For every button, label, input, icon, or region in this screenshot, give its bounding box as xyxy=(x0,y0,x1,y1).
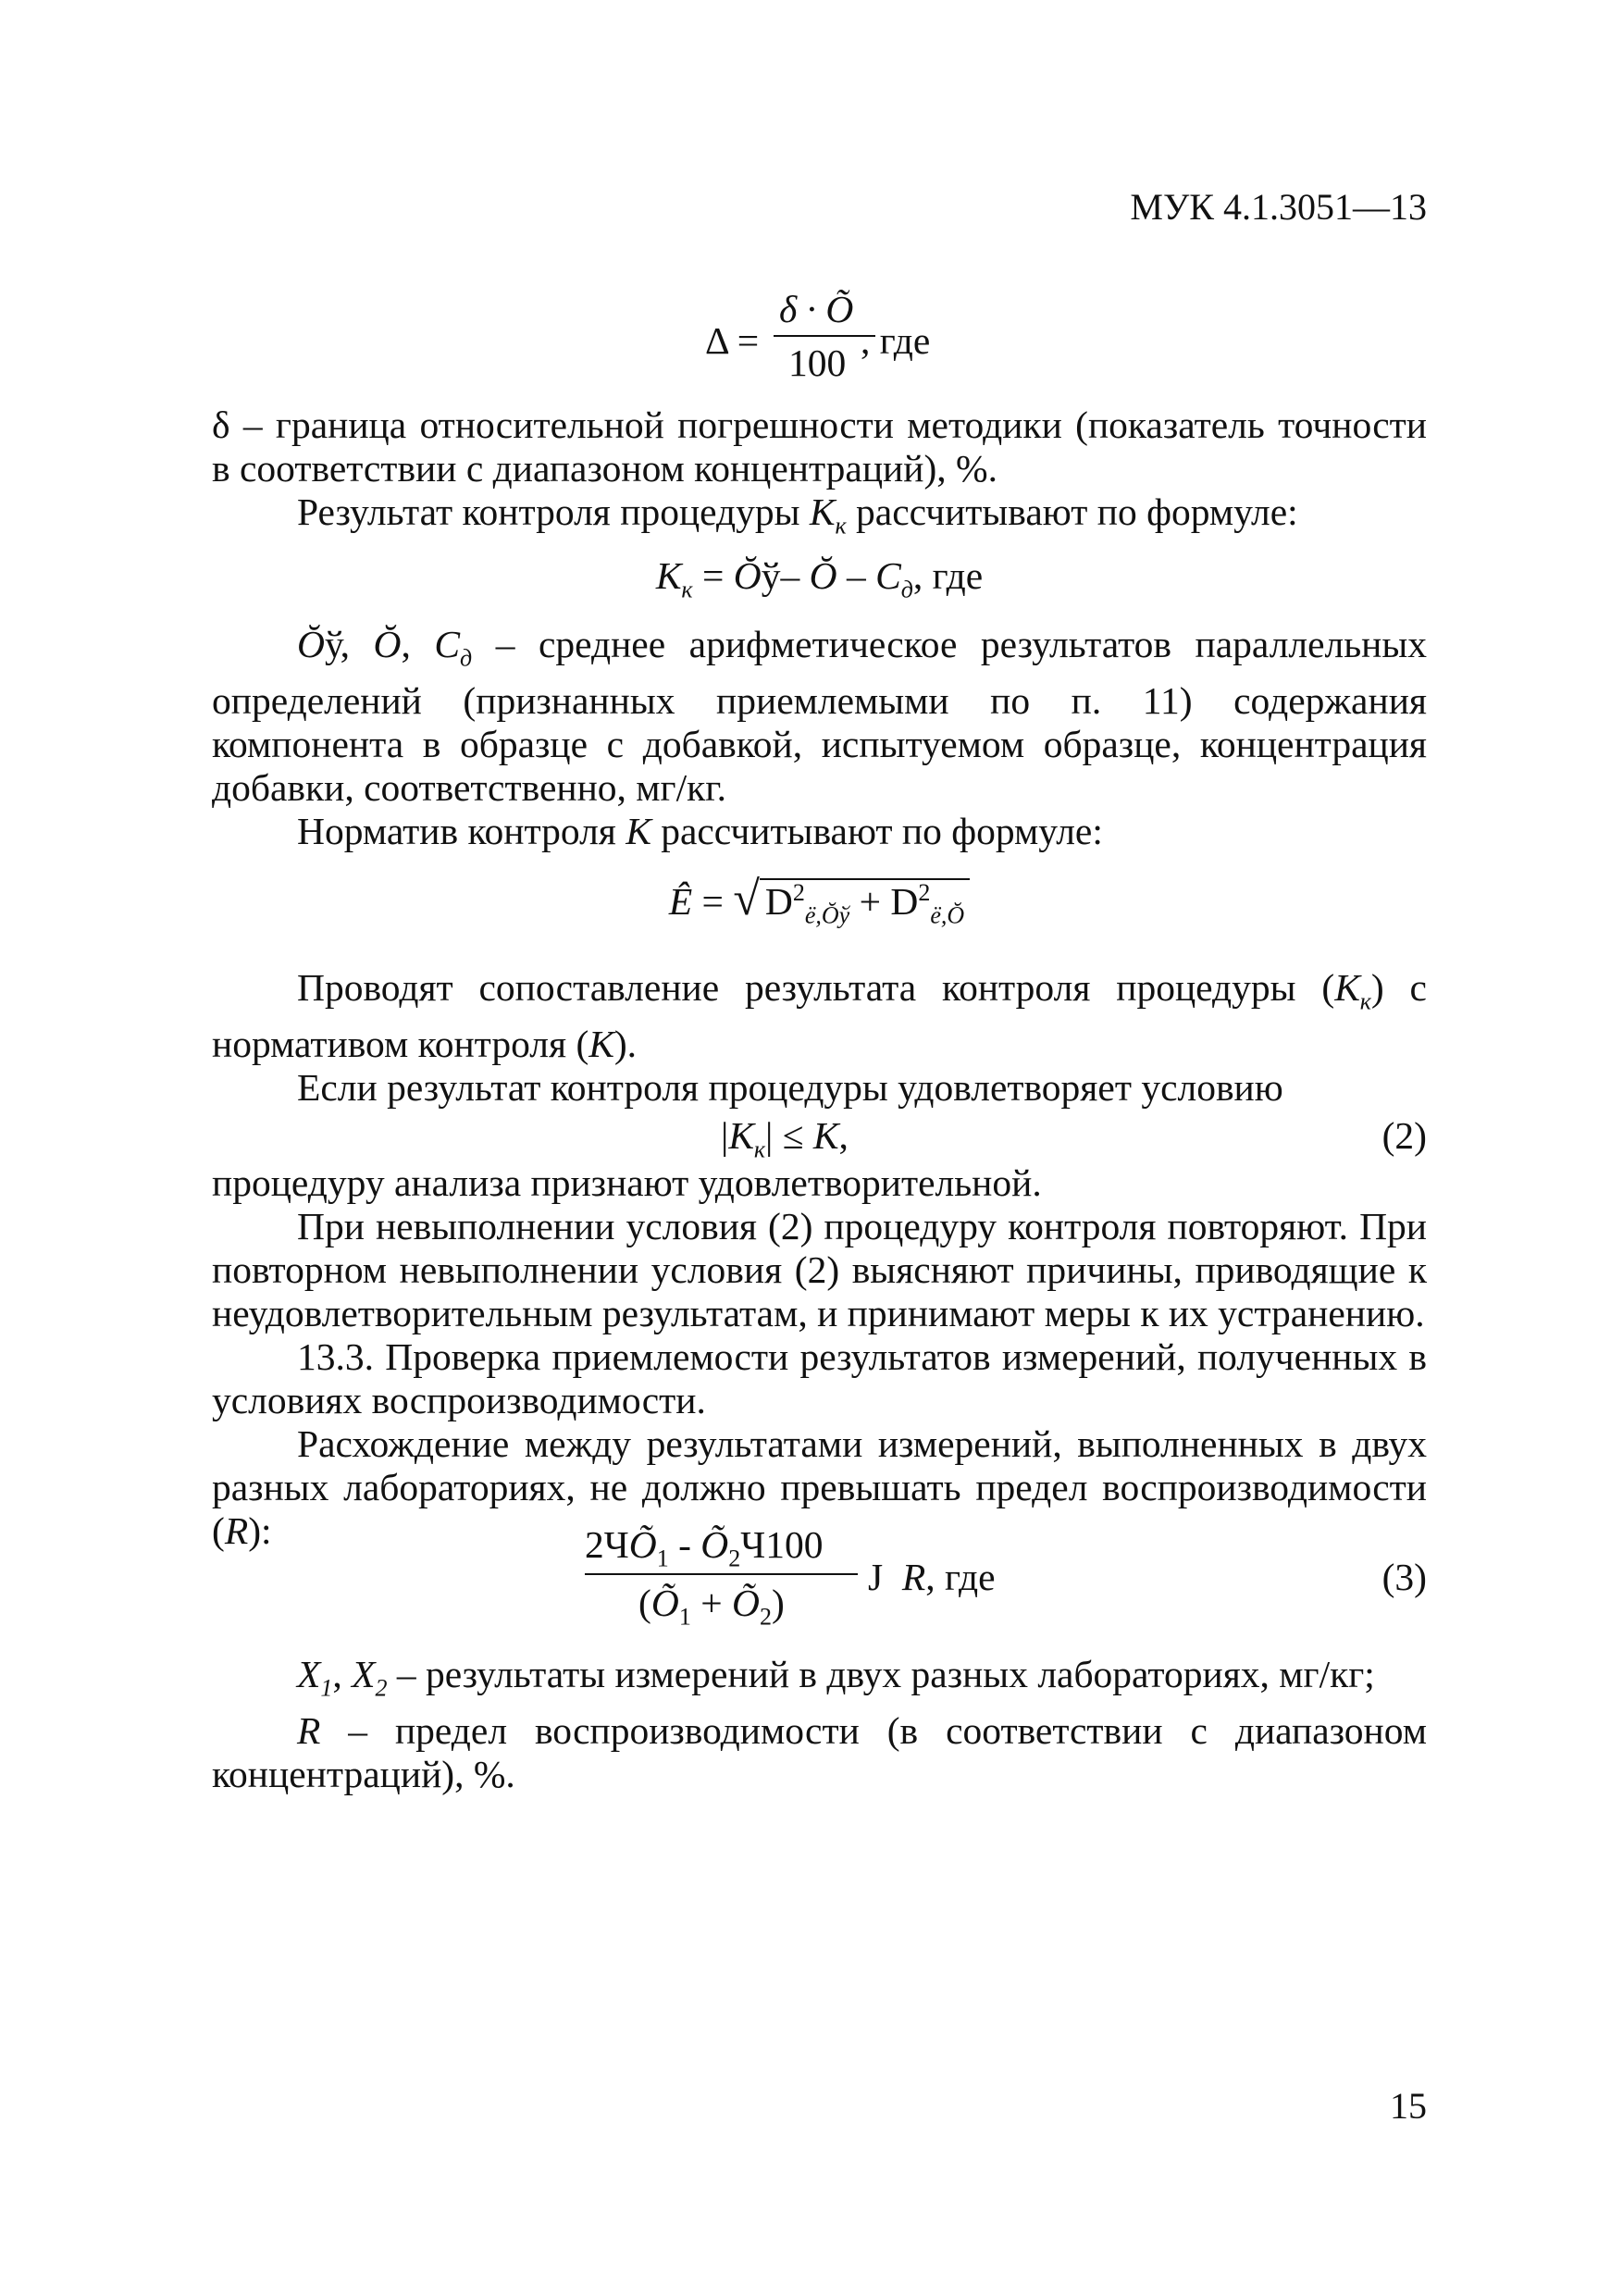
if-paragraph: Если результат контроля процедуры удовлетворяет условию xyxy=(297,1066,1283,1110)
formula-k-d1: D xyxy=(764,879,793,923)
sqrt-radicand xyxy=(760,878,970,929)
formula-kk-x1: Ŏ xyxy=(733,554,762,598)
compare-paragraph xyxy=(212,966,1427,1066)
formula-kk-x2: Ŏ xyxy=(809,554,837,598)
f3-num-d-sub: 2 xyxy=(728,1545,741,1572)
doc-code-header: МУК 4.1.3051—13 xyxy=(1130,186,1427,228)
compare-p2: ) с нормативом контроля ( xyxy=(212,966,1427,1066)
condition-2-k-sub: к xyxy=(753,1136,766,1163)
f3-tail: , где xyxy=(925,1556,996,1598)
formula-kk-c-sub: д xyxy=(900,576,913,603)
f3-r: R xyxy=(901,1556,926,1598)
formula-kk-x1-suffix: ў xyxy=(761,554,781,598)
condition-2-le: ≤ xyxy=(773,1114,813,1158)
formula-kk-tail: , где xyxy=(912,554,984,598)
equation-number-3: (3) xyxy=(1381,1556,1427,1598)
f3-den-x1-sub: 1 xyxy=(678,1603,691,1631)
kk-intro-before: Результат контроля процедуры xyxy=(297,490,810,533)
formula-kk-minus1: – xyxy=(780,554,810,598)
r-definition xyxy=(212,1709,1427,1796)
f3-den-open: ( xyxy=(638,1582,651,1624)
formula-delta-lhs: Δ = xyxy=(705,319,760,362)
kk-def-s1: Ŏ xyxy=(297,622,325,665)
condition-2-bar1: | xyxy=(721,1114,729,1158)
f3-num-d: Õ xyxy=(700,1523,729,1566)
condition-2-k: К xyxy=(728,1114,754,1158)
formula-k-d2-sup: 2 xyxy=(918,878,931,906)
k-intro-before: Норматив контроля xyxy=(297,809,626,852)
def-x1-sub: 1 xyxy=(320,1674,333,1702)
formula-delta-numerator: δ · Õ xyxy=(779,288,854,330)
kk-def-text: – среднее арифметическое результатов параллельных определений (признанных приемлемыми по п. 11) содержания компонента в образце с добавкой, испытуемом образце, концентрация добавки, соответственно, мг/кг. xyxy=(212,622,1428,809)
condition-2-bar2: | xyxy=(765,1114,774,1158)
kk-definition xyxy=(212,623,1427,810)
discrepancy-after: ): xyxy=(248,1509,272,1553)
kk-symbol-sub: к xyxy=(835,512,847,540)
definitions-column xyxy=(212,1653,1427,1796)
compare-p3: ). xyxy=(613,1023,638,1066)
formula-k xyxy=(212,866,1427,942)
formula-kk-minus2: – xyxy=(836,554,876,598)
x-definition xyxy=(212,1653,1427,1709)
discrepancy-symbol: R xyxy=(224,1509,249,1553)
compare-k1-sub: к xyxy=(1359,987,1371,1015)
condition-2 xyxy=(721,1113,849,1163)
kk-intro-after: рассчитывают по формуле: xyxy=(846,490,1298,533)
formula-kk-k: К xyxy=(655,554,682,598)
f3-den-plus: + xyxy=(690,1582,732,1624)
f3-den-close: ) xyxy=(771,1582,785,1624)
formula-kk-k-sub: к xyxy=(681,576,693,603)
formula-3-numerator xyxy=(585,1522,824,1572)
kk-def-s3-sub: д xyxy=(460,643,473,671)
formula-kk-c: С xyxy=(875,554,901,598)
delta-definition: δ – граница относительной погрешности методики (показатель точности в соответствии с диапазоном концентраций), %. xyxy=(212,403,1427,490)
section-13-3: 13.3. Проверка приемлемости результатов измерений, полученных в условиях воспроизводимости. xyxy=(212,1335,1427,1422)
condition-2-line xyxy=(212,1110,1427,1161)
fraction-bar-3 xyxy=(585,1573,858,1575)
compare-p1: Проводят сопоставление результата контроля процедуры ( xyxy=(297,966,1335,1010)
kk-intro xyxy=(212,490,1427,547)
def-r-text: – предел воспроизводимости (в соответствии с диапазоном концентраций), %. xyxy=(212,1709,1427,1796)
f3-num-a: 2Ч xyxy=(585,1523,629,1566)
def-x-sep: , xyxy=(332,1653,353,1695)
f3-den-x2: Õ xyxy=(731,1582,760,1624)
formula-kk xyxy=(212,554,1427,611)
kk-def-s3: С xyxy=(434,622,461,665)
f3-rel: J xyxy=(868,1556,884,1598)
def-x2: X xyxy=(352,1653,376,1695)
f3-den-x1: Õ xyxy=(650,1582,679,1624)
kk-symbol: К xyxy=(809,490,836,533)
formula-k-eq: = xyxy=(692,879,734,923)
formula-k-plus: + xyxy=(849,879,891,923)
formula-k-d2-sub: ё,Ŏ xyxy=(930,901,965,929)
f3-num-e: Ч100 xyxy=(740,1523,824,1566)
repeat-paragraph: При невыполнении условия (2) процедуру контроля повторяют. При повторном невыполнении условия (2) выясняют причины, приводящие к неудовлетворительным результатам, и принимают меры к их устранению. xyxy=(212,1205,1427,1335)
formula-k-d2: D xyxy=(890,879,919,923)
sqrt-sign: √ xyxy=(733,872,760,925)
formula-k-lhs: Ê xyxy=(668,879,693,923)
def-x2-sub: 2 xyxy=(375,1674,388,1702)
condition-2-comma: , xyxy=(838,1114,849,1158)
equation-number-2: (2) xyxy=(1381,1114,1427,1158)
def-r-symbol: R xyxy=(297,1709,321,1753)
f3-num-b-sub: 1 xyxy=(656,1545,669,1572)
kk-def-s2: Ŏ xyxy=(373,622,402,665)
formula-k-d1-sub: ё,Ŏў xyxy=(804,901,850,929)
def-x-text: – результаты измерений в двух разных лабораториях, мг/кг; xyxy=(387,1653,1375,1695)
f3-num-c: - xyxy=(668,1523,701,1566)
f3-num-b: Õ xyxy=(628,1523,657,1566)
formula-k-d1-sup: 2 xyxy=(792,878,805,906)
formula-3-rhs xyxy=(868,1555,996,1599)
page-number: 15 xyxy=(1390,2085,1427,2127)
def-x1: X xyxy=(297,1653,321,1695)
formula-delta-tail: , где xyxy=(861,319,931,362)
compare-k1: К xyxy=(1334,966,1360,1010)
kk-def-s2-suffix: , xyxy=(401,622,435,665)
condition-2-k2: К xyxy=(812,1114,839,1158)
f3-den-x2-sub: 2 xyxy=(759,1603,772,1631)
discrepancy-before: Расхождение между результатами измерений, выполненных в двух разных лабораториях, не должно превышать предел воспроизводимости ( xyxy=(212,1422,1427,1553)
k-symbol: К xyxy=(626,809,651,852)
formula-kk-eq: = xyxy=(692,554,734,598)
formula-3-denominator xyxy=(638,1581,785,1631)
satisfactory-paragraph: процедуру анализа признают удовлетворительной. xyxy=(212,1161,1042,1205)
compare-k2: К xyxy=(588,1023,614,1066)
kk-def-s1-suffix: ў, xyxy=(324,622,374,665)
formula-delta-denominator: 100 xyxy=(788,341,847,384)
main-text-column xyxy=(212,403,1427,1553)
k-intro-after: рассчитывают по формуле: xyxy=(650,809,1103,852)
k-intro xyxy=(212,810,1427,853)
